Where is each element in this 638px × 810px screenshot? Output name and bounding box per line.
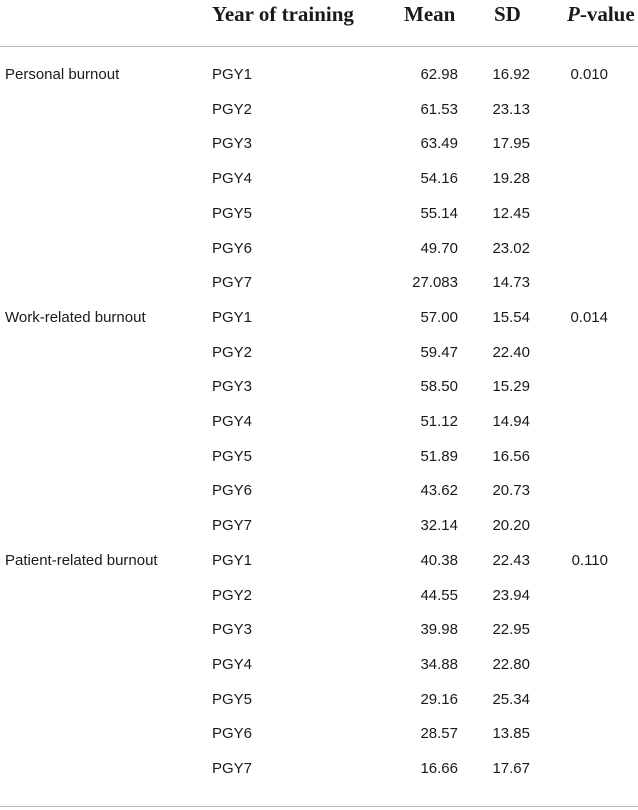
sd-cell: 16.56 <box>492 447 530 465</box>
sd-cell: 23.02 <box>492 239 530 257</box>
year-cell: PGY6 <box>212 239 253 257</box>
year-cell: PGY2 <box>212 343 253 361</box>
sd-cell: 22.40 <box>492 343 530 361</box>
mean-cell: 39.98 <box>420 621 458 639</box>
mean-cell: 57.00 <box>420 308 458 326</box>
p-value-cell: 0.014 <box>570 308 608 326</box>
sd-cell: 22.43 <box>492 551 530 569</box>
table-bottom-rule <box>0 806 638 807</box>
table-row <box>0 613 638 647</box>
p-value-cell: 0.110 <box>571 551 608 569</box>
mean-cell: 49.70 <box>420 239 458 257</box>
year-cell: PGY5 <box>212 204 253 222</box>
sd-cell: 25.34 <box>492 690 530 708</box>
table-row <box>0 544 638 578</box>
sd-cell: 15.29 <box>492 378 530 396</box>
table-row <box>0 301 638 335</box>
mean-cell: 34.88 <box>420 655 458 673</box>
year-cell: PGY4 <box>212 655 253 673</box>
sd-cell: 19.28 <box>492 170 530 188</box>
table-row <box>0 232 638 266</box>
table-row <box>0 648 638 682</box>
header-year-of-training: Year of training <box>212 2 354 26</box>
measure-cell: Patient-related burnout <box>5 551 158 569</box>
table-row <box>0 58 638 92</box>
header-sd: SD <box>494 2 521 26</box>
year-cell: PGY1 <box>212 308 253 326</box>
table-row <box>0 336 638 370</box>
mean-cell: 43.62 <box>420 482 458 500</box>
mean-cell: 61.53 <box>420 100 458 118</box>
table-row <box>0 266 638 300</box>
table-row <box>0 370 638 404</box>
header-p-italic: P <box>567 2 580 26</box>
sd-cell: 22.95 <box>492 621 530 639</box>
header-p-suffix: -value <box>579 2 635 26</box>
table-row <box>0 440 638 474</box>
year-cell: PGY3 <box>212 621 253 639</box>
table-row <box>0 197 638 231</box>
year-cell: PGY6 <box>212 725 253 743</box>
year-cell: PGY3 <box>212 135 253 153</box>
sd-cell: 20.20 <box>492 517 530 535</box>
sd-cell: 23.13 <box>492 100 530 118</box>
sd-cell: 13.85 <box>492 725 530 743</box>
measure-cell: Work-related burnout <box>5 308 146 326</box>
sd-cell: 15.54 <box>492 308 530 326</box>
header-mean: Mean <box>404 2 456 26</box>
table-row <box>0 127 638 161</box>
mean-cell: 58.50 <box>420 378 458 396</box>
sd-cell: 22.80 <box>492 655 530 673</box>
sd-cell: 14.94 <box>492 413 530 430</box>
year-cell: PGY6 <box>212 482 253 500</box>
p-value-cell: 0.010 <box>570 66 608 83</box>
year-cell: PGY5 <box>212 447 253 465</box>
mean-cell: 16.66 <box>420 760 458 777</box>
year-cell: PGY3 <box>212 378 253 396</box>
mean-cell: 51.89 <box>420 447 458 465</box>
mean-cell: 27.083 <box>412 274 458 292</box>
year-cell: PGY1 <box>212 551 253 569</box>
mean-cell: 54.16 <box>420 170 458 188</box>
table-row <box>0 93 638 127</box>
table-row <box>0 683 638 717</box>
year-cell: PGY7 <box>212 274 253 292</box>
year-cell: PGY2 <box>212 100 253 118</box>
year-cell: PGY1 <box>212 66 253 83</box>
year-cell: PGY7 <box>212 517 253 535</box>
year-cell: PGY4 <box>212 170 253 188</box>
sd-cell: 17.67 <box>492 760 530 777</box>
mean-cell: 51.12 <box>420 413 458 430</box>
table-row <box>0 752 638 786</box>
mean-cell: 44.55 <box>420 586 458 604</box>
mean-cell: 55.14 <box>420 204 458 222</box>
mean-cell: 29.16 <box>420 690 458 708</box>
measure-cell: Personal burnout <box>5 66 120 83</box>
table-row <box>0 509 638 543</box>
sd-cell: 17.95 <box>492 135 530 153</box>
year-cell: PGY2 <box>212 586 253 604</box>
header-p-value <box>567 0 635 28</box>
sd-cell: 14.73 <box>492 274 530 292</box>
mean-cell: 32.14 <box>420 517 458 535</box>
header-divider <box>0 46 638 47</box>
sd-cell: 16.92 <box>492 66 530 83</box>
table-row <box>0 474 638 508</box>
sd-cell: 23.94 <box>492 586 530 604</box>
mean-cell: 63.49 <box>420 135 458 153</box>
table-row <box>0 405 638 439</box>
mean-cell: 40.38 <box>420 551 458 569</box>
year-cell: PGY7 <box>212 760 253 777</box>
mean-cell: 59.47 <box>420 343 458 361</box>
sd-cell: 20.73 <box>492 482 530 500</box>
sd-cell: 12.45 <box>492 204 530 222</box>
table-row <box>0 162 638 196</box>
year-cell: PGY4 <box>212 413 253 430</box>
year-cell: PGY5 <box>212 690 253 708</box>
mean-cell: 28.57 <box>420 725 458 743</box>
mean-cell: 62.98 <box>420 66 458 83</box>
table-row <box>0 717 638 751</box>
table-row <box>0 579 638 613</box>
